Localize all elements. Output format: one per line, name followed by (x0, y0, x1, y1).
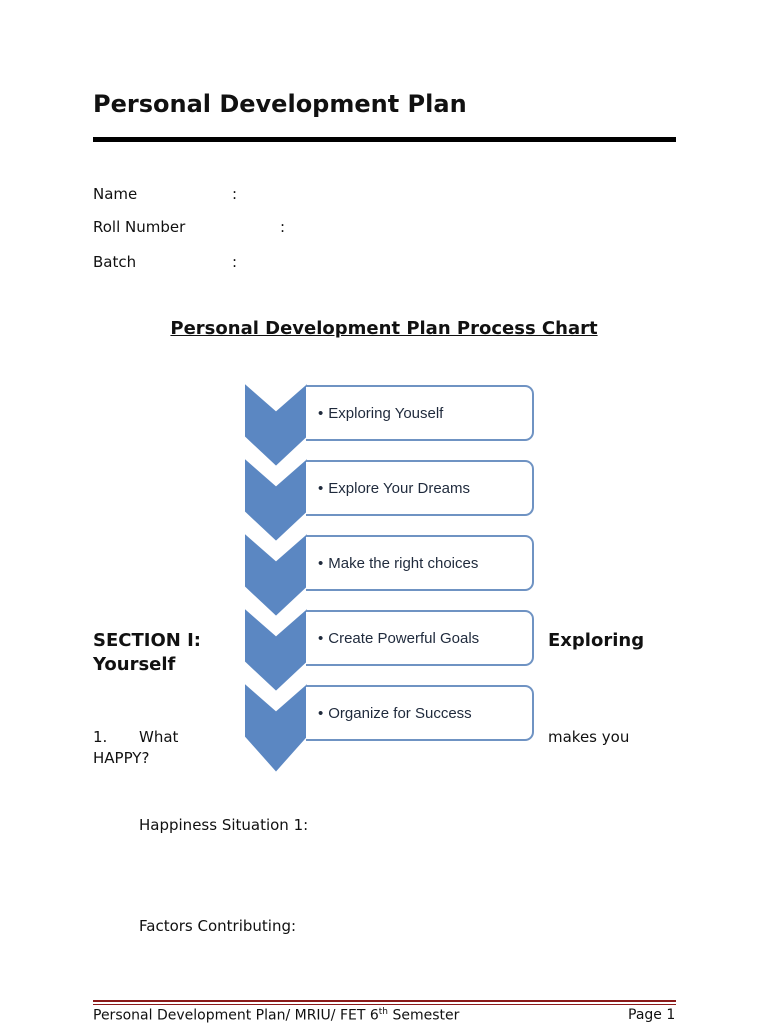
question-word-what: What (139, 728, 179, 746)
roll-number-field-label: Roll Number (93, 218, 186, 236)
document-title: Personal Development Plan (93, 90, 467, 118)
factors-contributing-label: Factors Contributing: (139, 917, 297, 935)
process-step-2 (306, 460, 534, 516)
process-step-label: Make the right choices (328, 554, 479, 572)
bullet-icon: • (318, 404, 324, 422)
process-step-label: Exploring Youself (328, 404, 444, 422)
section-heading-yourself: Yourself (93, 654, 176, 675)
process-step-label: Explore Your Dreams (328, 479, 471, 497)
chevron-step-2 (244, 457, 308, 542)
name-field-label: Name (93, 185, 138, 203)
footer-rule-thin (93, 1004, 676, 1005)
roll-number-field-colon: : (280, 218, 286, 236)
section-heading-exploring: Exploring (548, 630, 645, 651)
footer-semester-text: Semester (388, 1007, 460, 1024)
process-step-label: Create Powerful Goals (328, 629, 480, 647)
batch-field-colon: : (232, 253, 238, 271)
question-makes-you: makes you (548, 728, 630, 746)
process-chart-chevrons (230, 375, 310, 780)
footer-rule-thick (93, 1000, 676, 1002)
question-happy: HAPPY? (93, 749, 150, 767)
footer-course-text: Personal Development Plan/ MRIU/ FET 6 (93, 1007, 379, 1024)
chevron-step-4 (244, 607, 308, 692)
title-underline-rule (93, 137, 676, 142)
happiness-situation-label: Happiness Situation 1: (139, 816, 309, 834)
bullet-icon: • (318, 704, 324, 722)
footer-page-number: Page 1 (628, 1007, 676, 1023)
process-step-1 (306, 385, 534, 441)
process-step-5 (306, 685, 534, 741)
footer-superscript: th (378, 1007, 389, 1017)
chevron-step-3 (244, 532, 308, 617)
chevron-step-5 (244, 682, 308, 773)
process-step-3 (306, 535, 534, 591)
footer-left-text (93, 1007, 459, 1024)
bullet-icon: • (318, 629, 324, 647)
batch-field-label: Batch (93, 253, 137, 271)
name-field-colon: : (232, 185, 238, 203)
chevron-step-1 (244, 382, 308, 467)
process-chart-title: Personal Development Plan Process Chart (170, 318, 598, 339)
bullet-icon: • (318, 479, 324, 497)
question-number: 1. (93, 728, 108, 746)
bullet-icon: • (318, 554, 324, 572)
section-heading-label: SECTION I: (93, 630, 201, 651)
process-step-4 (306, 610, 534, 666)
process-step-label: Organize for Success (328, 704, 472, 722)
